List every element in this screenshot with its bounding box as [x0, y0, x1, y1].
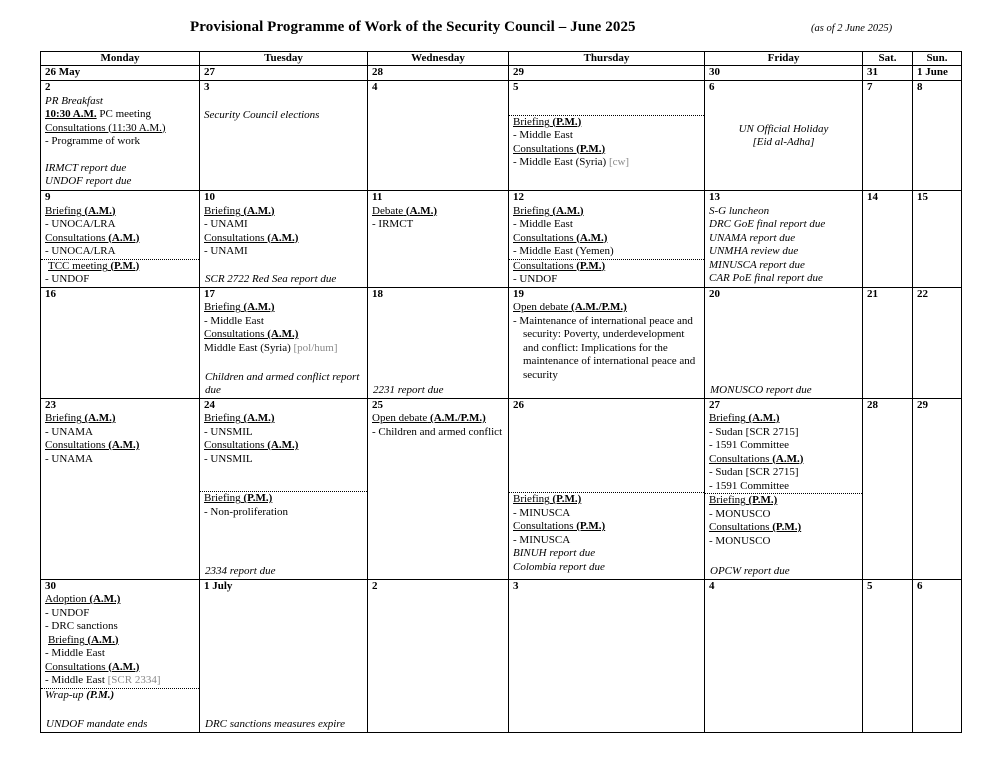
event-heading	[709, 521, 858, 535]
day-cell	[200, 398, 368, 579]
event-type: TCC meeting	[48, 259, 108, 272]
week-row	[41, 191, 962, 288]
day-cell	[705, 398, 863, 579]
event-type: Briefing	[709, 494, 746, 506]
event-type: Consultations	[204, 439, 265, 451]
day-cell	[509, 579, 705, 732]
event-time: (P.M.)	[240, 492, 273, 504]
day-number: 5	[513, 81, 519, 93]
sanctions-expiry: DRC sanctions measures expire	[205, 718, 346, 730]
event-type: Briefing	[513, 204, 550, 217]
event-time: (A.M.)	[81, 204, 116, 217]
event-type: Consultations	[45, 231, 106, 244]
event-heading	[204, 232, 363, 246]
day-number: 4	[372, 81, 378, 93]
day-number: 19	[513, 287, 524, 300]
event-heading	[513, 493, 700, 507]
day-cell	[368, 287, 509, 398]
report-due: SCR 2722 Red Sea report due	[205, 273, 337, 285]
week-row	[41, 579, 962, 732]
event-time: (A.M.)	[403, 204, 438, 217]
event-time: (P.M.)	[549, 115, 582, 128]
day-cell	[509, 287, 705, 398]
event-time: (A.M.)	[769, 452, 804, 465]
event-item: - Middle East	[45, 647, 105, 659]
event-item: - UNOCA/LRA	[45, 245, 116, 257]
day-number: 13	[709, 191, 720, 203]
day-cell	[705, 579, 863, 732]
event-type: Consultations	[204, 231, 265, 244]
event-item: - Maintenance of international peace and security: Poverty, underdevelopment and conflict: Implications for the maintenance of international peace and security	[513, 314, 696, 381]
day-number: 4	[709, 579, 715, 592]
day-cell	[863, 579, 913, 732]
event-heading	[204, 492, 363, 506]
calendar-table	[40, 51, 962, 733]
day-number: 26	[513, 398, 524, 411]
event-item: - Sudan [SCR 2715]	[709, 466, 799, 478]
day-number: 1 June	[913, 66, 962, 81]
report-due: 2231 report due	[373, 384, 444, 396]
event-item: - UNAMI	[204, 245, 248, 257]
event-heading	[45, 439, 195, 453]
event-type: Briefing	[204, 412, 241, 424]
day-number: 3	[204, 81, 210, 93]
event-heading	[372, 412, 504, 426]
day-cell	[200, 287, 368, 398]
event-heading	[513, 232, 700, 246]
event-item: - Sudan [SCR 2715]	[709, 425, 799, 438]
weekday-header: Sun.	[913, 52, 962, 66]
event-line: S-G luncheon	[709, 204, 770, 217]
day-number: 9	[45, 191, 51, 203]
event-heading: Consultations (11:30 A.M.)	[45, 121, 166, 134]
event-text: - Middle East	[45, 674, 108, 686]
event-time: (A.M.)	[573, 231, 608, 244]
event-type: Consultations	[513, 231, 574, 244]
event-heading	[709, 453, 858, 467]
event-item: - UNDOF	[45, 606, 90, 619]
report-due: Colombia report due	[513, 560, 605, 573]
day-number: 28	[368, 66, 509, 81]
event-heading	[204, 439, 363, 453]
event-heading	[513, 260, 700, 274]
weekday-header: Tuesday	[200, 52, 368, 66]
event-item: - MONUSCO	[709, 507, 771, 520]
event-type: Briefing	[513, 493, 550, 505]
day-cell	[368, 579, 509, 732]
event-time: (A.M.)	[105, 660, 140, 673]
day-cell	[509, 398, 705, 579]
event-note: [SCR 2334]	[107, 674, 161, 686]
event-item	[204, 342, 363, 356]
event-time: (A.M.)	[549, 204, 584, 217]
event-time: (A.M./P.M.)	[427, 412, 486, 424]
event-item: - UNOCA/LRA	[45, 218, 116, 230]
day-number: 2	[45, 81, 51, 93]
event-type: Briefing	[513, 115, 550, 128]
event-line: Security Council elections	[204, 108, 320, 121]
day-number: 29	[917, 398, 928, 411]
event-time: (A.M.)	[240, 301, 275, 313]
weekday-header: Wednesday	[368, 52, 509, 66]
event-time: (A.M.)	[264, 439, 299, 451]
event-time: (A.M.)	[86, 593, 121, 605]
day-number: 16	[45, 287, 56, 300]
event-item: - MINUSCA	[513, 506, 571, 519]
event-heading	[372, 205, 504, 219]
day-number: 5	[867, 579, 873, 592]
day-cell	[41, 287, 200, 398]
event-time: (P.M.)	[573, 259, 606, 272]
report-due: MINUSCA report due	[709, 258, 805, 271]
event-item: - UNSMIL	[204, 452, 253, 465]
day-number: 20	[709, 287, 720, 300]
event-item: - MINUSCA	[513, 533, 571, 546]
event-time: (A.M.)	[264, 328, 299, 340]
event-time: (A.M.)	[81, 412, 116, 424]
event-item: - UNSMIL	[204, 425, 253, 438]
event-time: (A.M.)	[240, 204, 275, 217]
week-row	[41, 398, 962, 579]
event-note: [pol/hum]	[293, 341, 338, 354]
day-cell	[705, 287, 863, 398]
event-heading	[45, 661, 195, 675]
day-number: 7	[867, 81, 873, 93]
day-cell	[200, 81, 368, 191]
day-number: 26 May	[41, 66, 200, 81]
day-cell	[913, 398, 962, 579]
event-item: - MONUSCO	[709, 534, 771, 547]
event-heading	[709, 494, 858, 508]
event-time: (P.M.)	[745, 494, 778, 506]
day-cell	[509, 81, 705, 191]
event-time: (P.M.)	[573, 142, 606, 155]
report-due: UNDOF report due	[45, 175, 132, 187]
holiday-line: UN Official Holiday	[738, 122, 829, 135]
day-number: 17	[204, 287, 215, 300]
event-type: Consultations	[45, 660, 106, 673]
event-heading	[204, 328, 363, 342]
event-item	[45, 674, 195, 688]
day-cell	[41, 398, 200, 579]
day-number: 22	[917, 287, 928, 300]
day-cell	[41, 579, 200, 732]
holiday-line: [Eid al-Adha]	[752, 136, 815, 148]
report-due: MONUSCO report due	[710, 384, 812, 396]
day-number: 6	[917, 579, 923, 592]
day-number: 3	[513, 579, 519, 592]
event-text: - Middle East (Syria)	[513, 156, 609, 168]
day-number: 15	[917, 191, 928, 203]
event-heading	[45, 593, 195, 607]
event-line: PR Breakfast	[45, 94, 103, 107]
day-number: 8	[917, 81, 923, 93]
event-time: (P.M.)	[83, 688, 115, 701]
day-cell	[705, 81, 863, 191]
day-cell	[200, 579, 368, 732]
event-type: Consultations	[709, 521, 770, 533]
day-number: 24	[204, 398, 215, 411]
event-item: - UNDOF	[45, 273, 90, 285]
event-time: (P.M.)	[107, 259, 140, 272]
report-due: 2334 report due	[205, 565, 276, 577]
event-heading	[45, 689, 195, 703]
day-cell	[368, 398, 509, 579]
day-number: 1 July	[204, 579, 233, 592]
day-cell	[200, 191, 368, 288]
report-due: UNMHA review due	[709, 245, 799, 257]
report-due: OPCW report due	[710, 565, 790, 577]
weekday-header: Sat.	[863, 52, 913, 66]
event-type: Briefing	[48, 633, 85, 646]
event-type: Consultations	[204, 328, 265, 340]
event-note: [cw]	[608, 156, 630, 168]
day-cell	[913, 287, 962, 398]
event-time: (A.M.)	[264, 231, 299, 244]
event-type: Open debate	[513, 301, 569, 313]
event-time: (A.M.)	[105, 439, 140, 451]
day-number: 18	[372, 287, 383, 300]
event-time: 10:30 A.M.	[45, 108, 97, 120]
event-item: - UNDOF	[513, 273, 558, 285]
report-due: Children and armed conflict report due	[205, 370, 360, 396]
day-number: 29	[509, 66, 705, 81]
day-number: 27	[709, 398, 720, 411]
event-time: (P.M.)	[769, 521, 802, 533]
report-due: CAR PoE final report due	[709, 272, 823, 284]
previous-week-row	[41, 66, 962, 81]
report-due: UNAMA report due	[709, 231, 796, 244]
event-item: - Children and armed conflict	[372, 425, 503, 438]
day-number: 14	[867, 191, 878, 203]
event-heading	[513, 301, 700, 315]
day-number: 30	[705, 66, 863, 81]
event-time: (A.M.)	[105, 231, 140, 244]
event-item: - UNAMA	[45, 452, 93, 465]
event-time: (P.M.)	[573, 520, 606, 532]
event-item: - UNAMI	[204, 218, 248, 230]
event-heading	[513, 205, 700, 219]
as-of-date: (as of 2 June 2025)	[811, 23, 893, 34]
weekday-header: Friday	[705, 52, 863, 66]
weekday-header: Thursday	[509, 52, 705, 66]
event-time: (A.M.)	[84, 633, 119, 646]
event-heading	[513, 520, 700, 534]
event-type: Briefing	[45, 204, 82, 217]
event-heading	[204, 301, 363, 315]
event-item: - Programme of work	[45, 135, 141, 147]
day-cell	[863, 287, 913, 398]
day-number: 28	[867, 398, 878, 411]
day-number: 6	[709, 81, 715, 93]
day-number: 12	[513, 191, 524, 203]
page-title: Provisional Programme of Work of the Security Council – June 2025	[190, 19, 636, 35]
day-number: 23	[45, 398, 56, 411]
day-cell	[863, 398, 913, 579]
day-cell	[41, 81, 200, 191]
event-item: - UNAMA	[45, 425, 93, 438]
event-text: PC meeting	[96, 108, 152, 120]
day-cell	[863, 191, 913, 288]
event-item: - Middle East	[513, 218, 573, 230]
report-due: BINUH report due	[513, 547, 596, 559]
event-item	[513, 156, 700, 170]
mandate-end: UNDOF mandate ends	[46, 718, 148, 730]
day-cell	[509, 191, 705, 288]
day-number: 11	[372, 191, 383, 203]
event-heading	[513, 116, 700, 130]
event-heading	[45, 412, 195, 426]
event-type: Briefing	[204, 301, 241, 313]
day-number: 30	[45, 579, 56, 592]
event-type: Consultations	[709, 452, 770, 465]
event-heading	[204, 412, 363, 426]
week-row	[41, 81, 962, 191]
event-item: - Middle East (Yemen)	[513, 245, 614, 257]
event-time: (A.M.)	[745, 412, 780, 424]
day-cell	[41, 191, 200, 288]
day-number: 2	[372, 579, 378, 592]
day-number: 25	[372, 398, 383, 411]
event-type: Open debate	[372, 412, 428, 424]
event-type: Briefing	[204, 492, 241, 504]
day-number: 31	[863, 66, 913, 81]
event-item: - 1591 Committee	[709, 439, 790, 451]
event-item: - IRMCT	[372, 218, 414, 230]
day-cell	[913, 191, 962, 288]
event-type: Briefing	[45, 412, 82, 424]
event-heading	[709, 412, 858, 426]
event-heading	[45, 634, 195, 648]
day-number: 27	[200, 66, 368, 81]
event-time: (A.M./P.M.)	[568, 301, 627, 313]
day-cell	[368, 81, 509, 191]
event-type: Consultations	[513, 520, 574, 532]
day-cell	[863, 81, 913, 191]
event-heading	[204, 205, 363, 219]
week-row	[41, 287, 962, 398]
weekday-header: Monday	[41, 52, 200, 66]
event-heading	[45, 232, 195, 246]
day-number: 10	[204, 191, 215, 203]
event-item: - Non-proliferation	[204, 505, 288, 518]
event-type: Consultations	[513, 142, 574, 155]
event-heading	[45, 260, 195, 274]
event-time: (A.M.)	[240, 412, 275, 424]
event-type: Adoption	[45, 593, 87, 605]
day-cell	[913, 81, 962, 191]
weekday-header-row	[41, 52, 962, 66]
event-heading	[513, 143, 700, 157]
event-type: Consultations	[45, 439, 106, 451]
event-item: - Middle East	[204, 314, 264, 327]
event-type: Briefing	[709, 412, 746, 424]
day-number: 21	[867, 287, 878, 300]
event-type: Consultations	[513, 259, 574, 272]
event-item: - DRC sanctions	[45, 620, 118, 632]
day-cell	[913, 579, 962, 732]
report-due: IRMCT report due	[45, 161, 127, 174]
event-text: Middle East (Syria)	[204, 341, 294, 354]
event-item: - Middle East	[513, 129, 573, 141]
event-time: (P.M.)	[549, 493, 582, 505]
event-type: Wrap-up	[45, 688, 84, 701]
event-item: - 1591 Committee	[709, 479, 790, 492]
event-type: Briefing	[204, 204, 241, 217]
event-line	[45, 108, 195, 122]
event-type: Debate	[372, 204, 404, 217]
event-heading	[45, 205, 195, 219]
report-due: DRC GoE final report due	[709, 218, 826, 230]
day-cell	[705, 191, 863, 288]
day-cell	[368, 191, 509, 288]
